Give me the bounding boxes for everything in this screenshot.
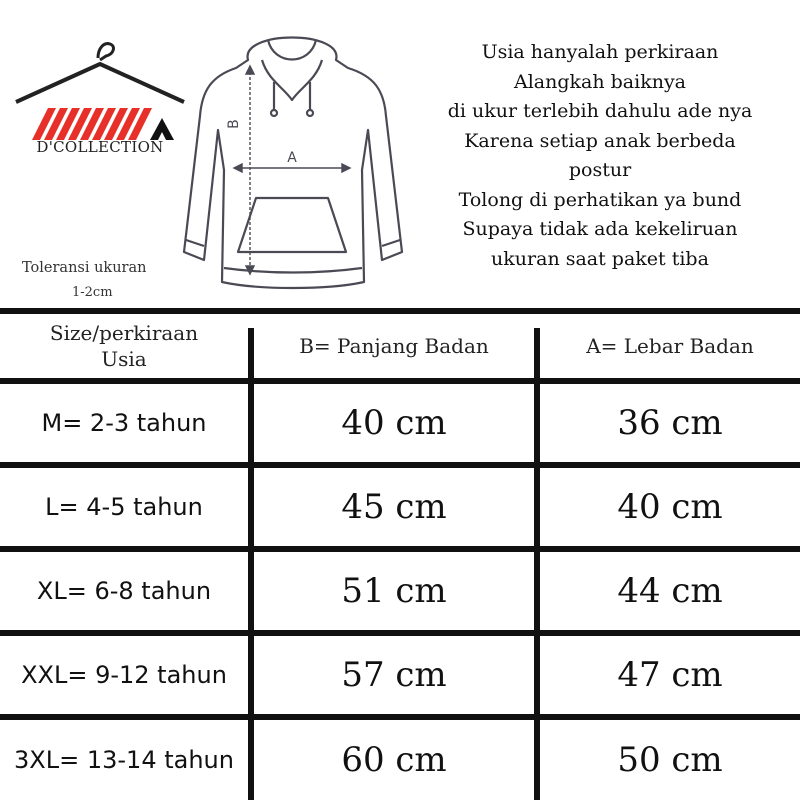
row-lebar: 44 cm — [617, 571, 723, 611]
row-panjang: 60 cm — [341, 740, 447, 780]
tolerance-label: Toleransi ukuran — [22, 260, 147, 276]
notes-block — [410, 38, 790, 274]
row-size: M= 2-3 tahun — [41, 409, 207, 437]
note-line: Supaya tidak ada kekeliruan — [462, 218, 738, 240]
row-panjang: 45 cm — [341, 487, 447, 527]
note-line: postur — [568, 159, 632, 181]
row-lebar: 36 cm — [617, 403, 723, 443]
row-panjang: 40 cm — [341, 403, 447, 443]
row-size: L= 4-5 tahun — [45, 493, 203, 521]
row-size: XL= 6-8 tahun — [36, 577, 212, 605]
header-size: Size/perkiraan Usia — [49, 321, 199, 371]
label-b: B — [226, 119, 242, 129]
note-line: di ukur terlebih dahulu ade nya — [447, 100, 753, 122]
row-panjang: 51 cm — [341, 571, 447, 611]
row-lebar: 47 cm — [617, 655, 723, 695]
note-line: Usia hanyalah perkiraan — [481, 41, 719, 63]
row-size: 3XL= 13-14 tahun — [14, 746, 234, 774]
row-lebar: 50 cm — [617, 740, 723, 780]
row-lebar: 40 cm — [617, 487, 723, 527]
hoodie-diagram — [178, 20, 406, 295]
tolerance-value: 1-2cm — [72, 285, 113, 300]
note-line: Alangkah baiknya — [513, 70, 687, 93]
header-panjang-badan: B= Panjang Badan — [299, 334, 489, 358]
note-line: Karena setiap anak berbeda — [464, 129, 736, 152]
brand-name: D'COLLECTION — [36, 138, 164, 156]
size-table — [0, 308, 800, 800]
label-a: A — [287, 150, 297, 166]
note-line: Tolong di perhatikan ya bund — [458, 188, 742, 211]
header-lebar-badan: A= Lebar Badan — [586, 334, 754, 358]
row-panjang: 57 cm — [341, 655, 447, 695]
note-line: ukuran saat paket tiba — [491, 247, 709, 270]
row-size: XXL= 9-12 tahun — [21, 661, 227, 689]
